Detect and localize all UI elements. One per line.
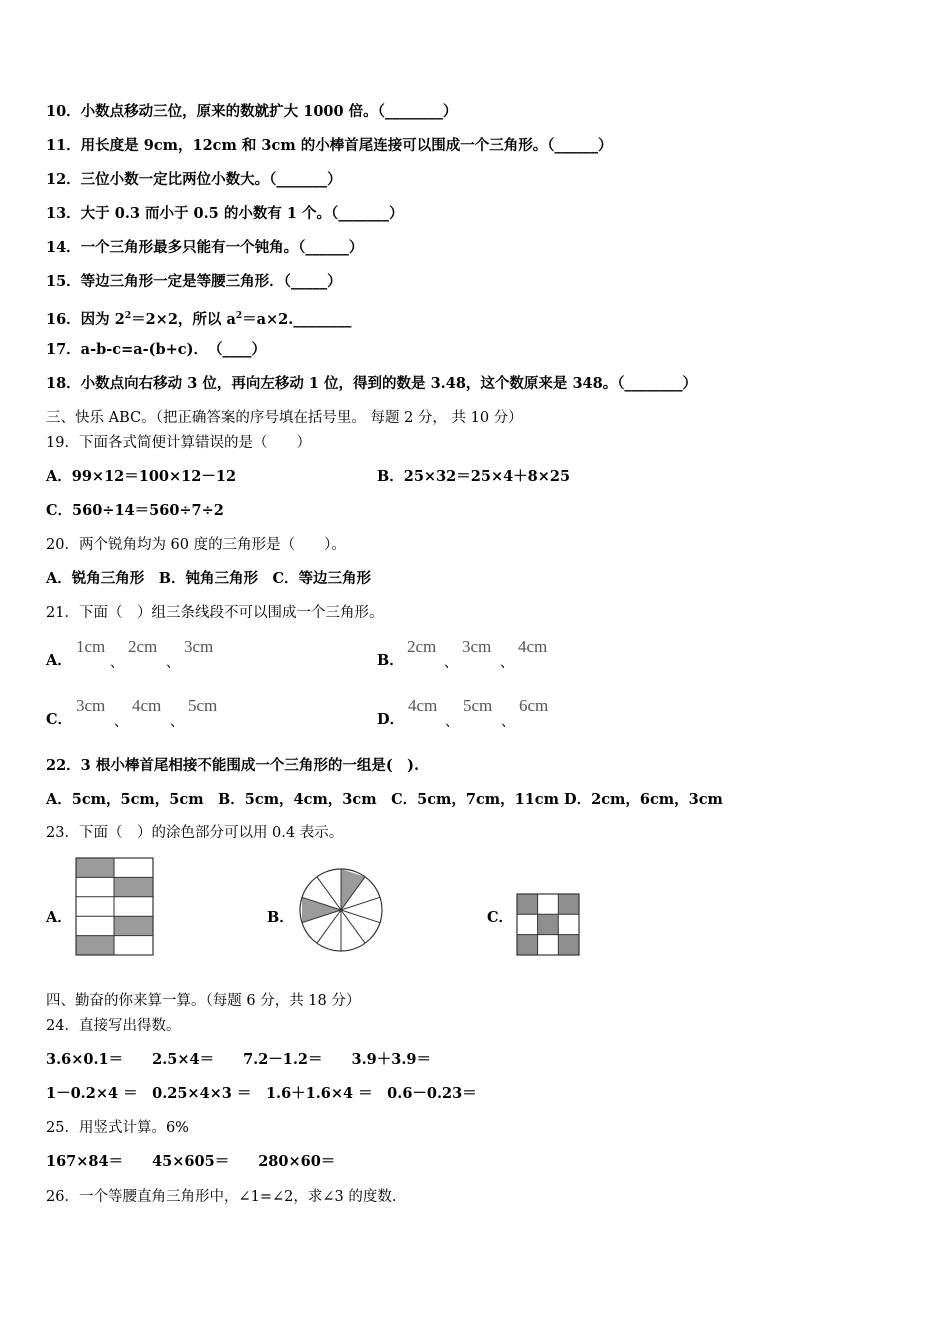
question-20: 20．两个锐角均为 60 度的三角形是（ ）。 [46,537,346,553]
question-13: 13．大于 0.3 而小于 0.5 的小数有 1 个。（_______） [46,205,404,222]
q21-d-seg-3: 6cm [519,696,549,715]
q21-c-sep-2: 、 [170,714,184,730]
q22-options: A．5cm，5cm，5cm B．5cm，4cm，3cm C．5cm，7cm，11cm D．2cm，6cm，3cm [46,791,723,808]
q25-row: 167×84＝ 45×605＝ 280×60＝ [46,1153,336,1170]
question-24: 24．直接写出得数。 [46,1018,181,1034]
grid-c-cell-shaded [558,894,579,914]
question-11: 11．用长度是 9cm，12cm 和 3cm 的小棒首尾连接可以围成一个三角形。（______） [46,137,613,154]
question-16 [46,306,351,330]
q21-a-seg-1: 1cm [76,637,106,656]
q19-option-a: A．99×12＝100×12－12 [46,468,237,485]
q21-d-seg-1: 4cm [408,696,438,715]
q21-d-seg-2: 5cm [463,696,493,715]
q21-option-b-label: B． [377,652,404,669]
q23-option-b-label: B． [267,909,294,926]
q23-grid-a [75,857,155,956]
q21-option-d-label: D． [377,711,405,728]
question-23: 23．下面（ ）的涂色部分可以用 0.4 表示。 [46,825,344,841]
question-15: 15．等边三角形一定是等腰三角形．（_____） [46,273,342,290]
grid-a-cell-shaded [76,858,114,877]
question-12: 12．三位小数一定比两位小数大。（_______） [46,171,342,188]
question-26: 26．一个等腰直角三角形中，∠1=∠2，求∠3 的度数. [46,1189,397,1205]
q16-suffix: ＝a×2.________ [242,310,352,328]
q23-option-a-label: A． [46,909,72,926]
grid-a-cell-shaded [76,936,114,955]
q21-option-a-label: A． [46,652,72,669]
q21-a-sep-2: 、 [166,655,180,671]
question-25: 25．用竖式计算。6% [46,1120,189,1136]
q21-a-seg-3: 3cm [184,637,214,656]
q20-options: A．锐角三角形 B．钝角三角形 C．等边三角形 [46,570,372,587]
question-14: 14．一个三角形最多只能有一个钝角。（______） [46,239,364,256]
q24-row-1: 3.6×0.1＝ 2.5×4＝ 7.2－1.2＝ 3.9＋3.9＝ [46,1051,431,1068]
q21-b-sep-1: 、 [444,655,458,671]
q21-a-seg-2: 2cm [128,637,158,656]
q21-b-sep-2: 、 [500,655,514,671]
question-19: 19．下面各式简便计算错误的是（ ） [46,435,311,451]
q16-sup-1: 2 [124,311,132,321]
q16-mid: ＝2×2，所以 a [131,310,236,328]
grid-c-cell-shaded [517,935,538,955]
question-10: 10．小数点移动三位，原来的数就扩大 1000 倍。（________） [46,103,458,120]
q21-c-sep-1: 、 [114,714,128,730]
section-4-title: 四、勤奋的你来算一算。（每题 6 分，共 18 分） [46,993,361,1009]
grid-a-cell-shaded [114,877,153,896]
question-18: 18．小数点向右移动 3 位，再向左移动 1 位，得到的数是 3.48，这个数原来是 348。（________） [46,375,697,392]
q21-c-seg-2: 4cm [132,696,162,715]
q21-b-seg-2: 3cm [462,637,492,656]
q21-c-seg-1: 3cm [76,696,106,715]
q19-option-c: C．560÷14＝560÷7÷2 [46,502,224,519]
q21-b-seg-1: 2cm [407,637,437,656]
question-21: 21．下面（ ）组三条线段不可以围成一个三角形。 [46,605,384,621]
q21-d-sep-1: 、 [445,714,459,730]
grid-a-cell-shaded [114,916,153,935]
grid-c-cell-shaded [538,914,559,934]
question-22: 22．3 根小棒首尾相接不能围成一个三角形的一组是( ). [46,757,420,774]
q16-sup-2: 2 [235,311,243,321]
q21-a-sep-1: 、 [110,655,124,671]
q21-option-c-label: C． [46,711,73,728]
q21-d-sep-2: 、 [501,714,515,730]
q21-b-seg-3: 4cm [518,637,548,656]
q19-option-b: B．25×32＝25×4＋8×25 [377,468,571,485]
q21-c-seg-3: 5cm [188,696,218,715]
grid-c-cell-shaded [558,935,579,955]
section-3-title: 三、快乐 ABC。（把正确答案的序号填在括号里。 每题 2 分， 共 10 分） [46,410,523,426]
q16-prefix: 16．因为 2 [46,310,125,328]
q24-row-2: 1－0.2×4 ＝ 0.25×4×3 ＝ 1.6＋1.6×4 ＝ 0.6－0.23＝ [46,1085,477,1102]
grid-c-cell-shaded [517,894,538,914]
q23-circle-b [296,866,386,954]
question-17: 17．a-b-c=a-(b+c)． （____） [46,341,266,358]
q23-grid-c [516,893,580,956]
q23-option-c-label: C． [487,909,514,926]
